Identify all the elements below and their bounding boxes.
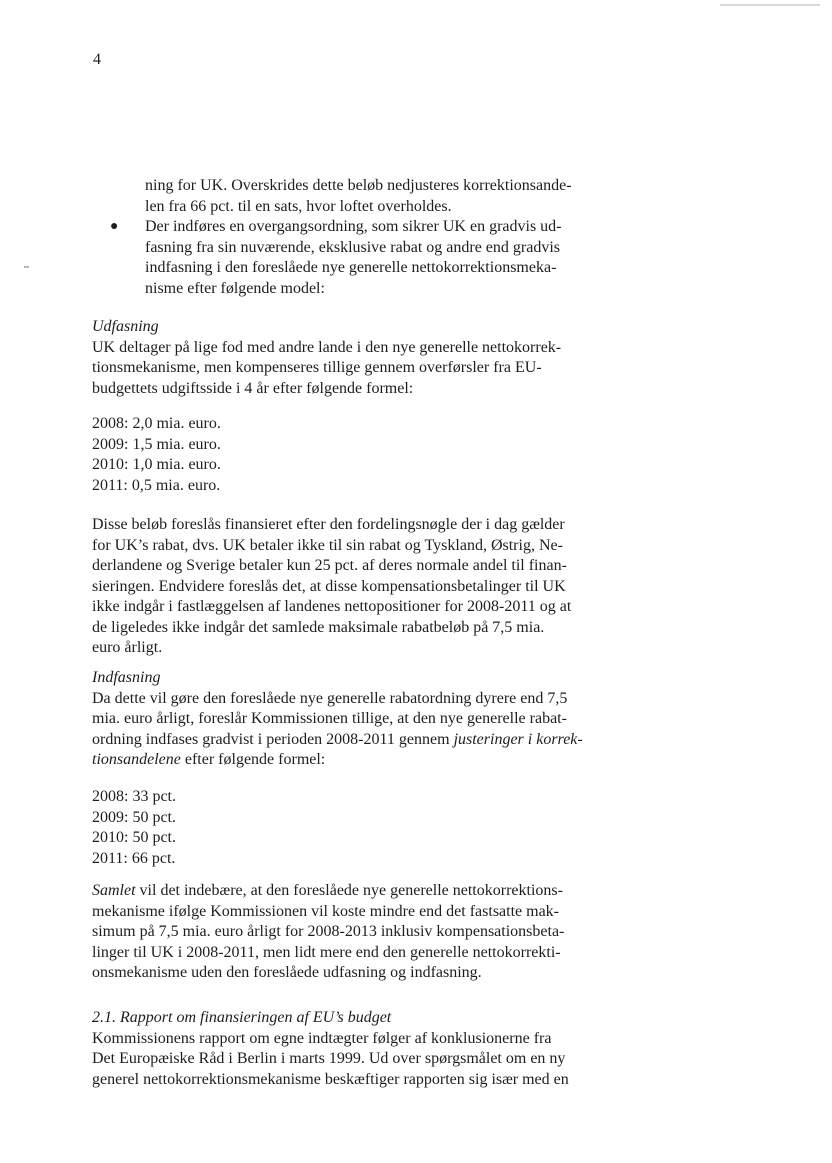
udfasning-section xyxy=(92,317,632,399)
emphasis-text: Samlet xyxy=(92,882,136,899)
emphasis-text: justeringer i korrek- xyxy=(453,730,583,748)
text-line: generel nettokorrektionsmekanisme beskæftiger rapporten sig især med en xyxy=(92,1070,569,1088)
page-number: 4 xyxy=(93,51,101,68)
section-heading: Indfasning xyxy=(92,669,161,686)
text-line: euro årligt. xyxy=(92,639,163,656)
financing-paragraph xyxy=(92,515,632,659)
schedule-row: 2009: 50 pct. xyxy=(92,808,176,826)
text-line: Kommissionens rapport om egne indtægter følger af konklusionerne fra xyxy=(92,1029,552,1047)
text-line: UK deltager på lige fod med andre lande i den nye generelle nettokorrek- xyxy=(92,338,562,356)
text-line xyxy=(92,730,632,751)
text-line: mia. euro årligt, foreslår Kommissionen tillige, at den nye generelle rabat- xyxy=(92,710,567,727)
text-line: Der indføres en overgangsordning, som sikrer UK en gradvis ud- xyxy=(145,218,562,235)
emphasis-text: tionsandelene xyxy=(92,751,181,768)
text-line: Disse beløb foreslås finansieret efter den fordelingsnøgle der i dag gælder xyxy=(92,516,565,533)
text-line: ikke indgår i fastlæggelsen af landenes nettopositioner for 2008-2011 og at xyxy=(92,598,572,615)
scan-speck xyxy=(720,4,820,6)
text-line: ning for UK. Overskrides dette beløb nedjusteres korrektionsande- xyxy=(145,177,572,194)
text-line: Det Europæiske Råd i Berlin i marts 1999. Ud over spørgsmålet om en ny xyxy=(92,1050,566,1067)
text-line: mekanisme ifølge Kommissionen vil koste mindre end det fastsatte mak- xyxy=(92,902,560,920)
schedule-row: 2008: 33 pct. xyxy=(92,788,176,805)
indfasning-schedule xyxy=(92,787,632,869)
text-run: efter følgende formel: xyxy=(180,751,326,768)
schedule-row: 2009: 1,5 mia. euro. xyxy=(92,435,221,453)
text-line: Da dette vil gøre den foreslåede nye generelle rabatordning dyrere end 7,5 xyxy=(92,689,568,707)
text-line: nisme efter følgende model: xyxy=(145,279,325,297)
text-line: indfasning i den foreslåede nye generelle nettokorrektionsmeka- xyxy=(145,259,557,276)
udfasning-schedule xyxy=(92,414,632,496)
bullet-icon: ● xyxy=(110,219,119,234)
text-line: derlandene og Sverige betaler kun 25 pct. af deres normale andel til finan- xyxy=(92,557,567,574)
text-line: linger til UK i 2008-2011, men lidt mere end den generelle nettokorrekti- xyxy=(92,943,561,961)
text-line: sieringen. Endvidere foreslås det, at disse kompensationsbetalinger til UK xyxy=(92,577,566,595)
indfasning-section xyxy=(92,668,632,771)
schedule-row: 2008: 2,0 mia. euro. xyxy=(92,415,221,432)
text-line: tionsmekanisme, men kompenseres tillige gennem overførsler fra EU- xyxy=(92,359,542,376)
text-line: budgettets udgiftsside i 4 år efter følgende formel: xyxy=(92,379,414,397)
list-continuation xyxy=(145,176,625,217)
text-line: simum på 7,5 mia. euro årligt for 2008-2013 inklusiv kompensationsbeta- xyxy=(92,923,565,940)
schedule-row: 2011: 66 pct. xyxy=(92,849,176,867)
text-run: ordning indfases gradvist i perioden 2008-2011 gennem xyxy=(92,730,454,748)
section-heading: 2.1. Rapport om finansieringen af EU’s budget xyxy=(92,1009,392,1026)
section-heading: Udfasning xyxy=(92,318,159,335)
text-line: fasning fra sin nuværende, eksklusive rabat og andre end gradvis xyxy=(145,238,560,256)
samlet-paragraph xyxy=(92,881,632,984)
schedule-row: 2010: 50 pct. xyxy=(92,829,176,846)
text-line: len fra 66 pct. til en sats, hvor loftet overholdes. xyxy=(145,197,452,215)
text-run: vil det indebære, at den foreslåede nye generelle nettokorrektions- xyxy=(135,882,563,899)
section-2-1 xyxy=(92,1008,632,1090)
scan-speck xyxy=(24,266,29,268)
text-line: de ligeledes ikke indgår det samlede maksimale rabatbeløb på 7,5 mia. xyxy=(92,618,545,636)
bullet-text xyxy=(145,217,625,299)
text-line: onsmekanisme uden den foreslåede udfasning og indfasning. xyxy=(92,964,482,981)
schedule-row: 2010: 1,0 mia. euro. xyxy=(92,456,221,473)
schedule-row: 2011: 0,5 mia. euro. xyxy=(92,476,221,494)
text-line: for UK’s rabat, dvs. UK betaler ikke til sin rabat og Tyskland, Østrig, Ne- xyxy=(92,536,563,554)
text-line xyxy=(92,881,632,902)
text-line xyxy=(92,750,632,771)
